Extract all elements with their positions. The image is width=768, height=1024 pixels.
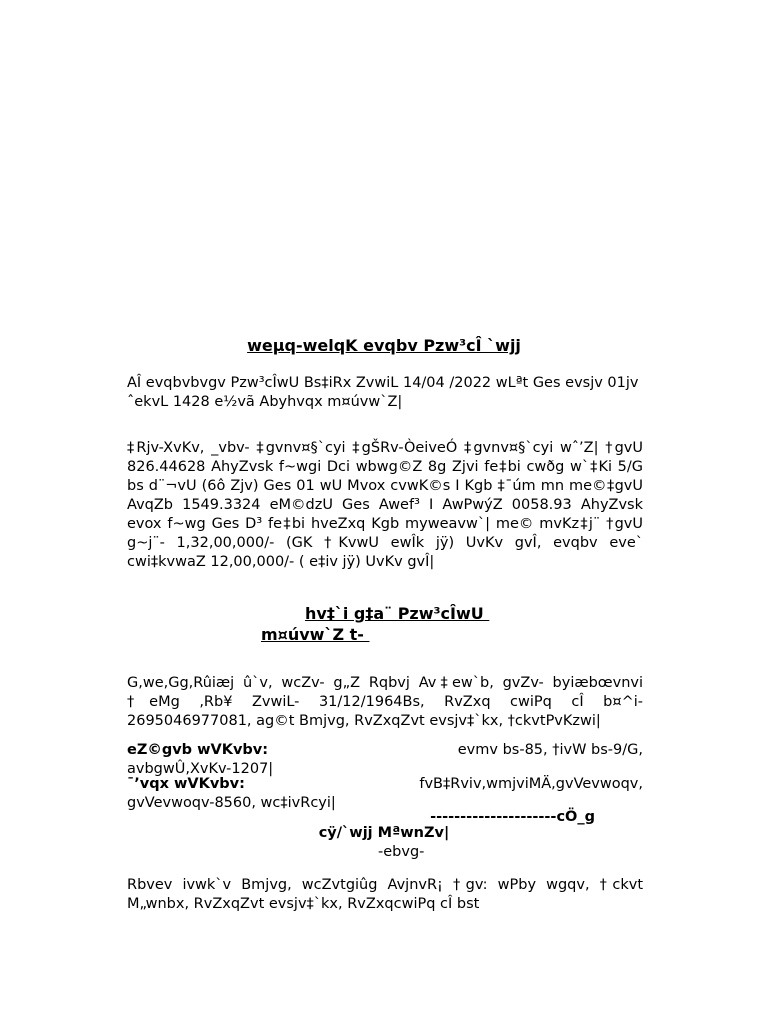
intro-paragraph: AÎ evqbvbvgv Pzw³cÎwU Bs‡iRx ZvwiL 14/04 /2022 wLªt Ges evsjv 01jv ˆekvL 1428 e½vã Abyhvqx m¤úvw`Z| [127,375,639,410]
permanent-address-value-1: fvB‡Rviv,wmjviMÄ,gvVevwoqv, [419,776,643,792]
first-party-details: G,we,Gg,Rûiæj û`v, wcZv- g„Z Rqbvj Av‡ew`b, gvZv- byiæbœvnvi †eMg ,Rb¥ ZvwiL- 31/12/1964Bs, RvZxq cwiPq cÎ b¤^i-2695046977081, ag©t Bmjvg, RvZxqZvt evsjv‡`kx, †ckvtPvKzwi| [127,675,643,729]
second-party-details: Rbvev ivwk`v Bmjvg, wcZvtgiûg AvjnvR¡ †gv: wPby wgqv, †ckvt M„wnbx, RvZxqZvt evsjv‡`kx, RvZxqcwiPq cÎ bst [127,877,643,912]
parties-heading-line-1: hv‡`i g‡a¨ Pzw³cÎwU [305,604,490,623]
first-party-role: cÿ/`wjj MªwnZv| [318,825,450,841]
parties-heading-line-2: m¤úvw`Z t- [261,625,370,644]
document-title: weµq-welqK evqbv Pzw³cÎ `wjj [247,336,521,355]
present-address-label: eZ©gvb wVKvbv: [127,742,269,758]
present-address [127,741,643,760]
first-party-separator: ---------------------cÖ_g [430,809,595,825]
property-details-paragraph: ‡Rjv-XvKv, _vbv- ‡gvnv¤§`cyi ‡gŠRv-ÒeiveÓ ‡gvnv¤§`cyi wˆ’Z| †gvU 826.44628 AhyZvsk f~wgi Dci wbwg©Z 8g Zjvi fe‡bi cwðg w`‡Ki 5/G bs d¨¬vU (6ô Zjv) Ges 01 wU Mvox cvwK©s I Kgb ‡¯úm mn me©‡gvU AvqZb 1549.3324 eM©dzU Ges Awef³ I AwPwýZ 0058.93 AhyZvsk evox f~wg Ges D³ fe‡bi hveZxq Kgb myweavw`| me© mvKz‡j¨ †gvU g~j¨- 1,32,00,000/- (GK †KvwU ewÎk jÿ) UvKv gvÎ, evqbv eve` cwi‡kvwaZ 12,00,000/- ( e‡iv jÿ) UvKv gvÎ| [127,440,643,570]
present-address-value-1: evmv bs-85, †ivW bs-9/G, [457,742,643,758]
versus-label: -ebvg- [378,844,425,860]
permanent-address-value-2: gvVevwoqv-8560, wc‡ivRcyi| [127,795,336,811]
permanent-address-label: ¯’vqx wVKvbv: [127,776,245,792]
permanent-address [127,775,643,794]
present-address-value-2: avbgwÛ,XvKv-1207| [127,761,274,777]
